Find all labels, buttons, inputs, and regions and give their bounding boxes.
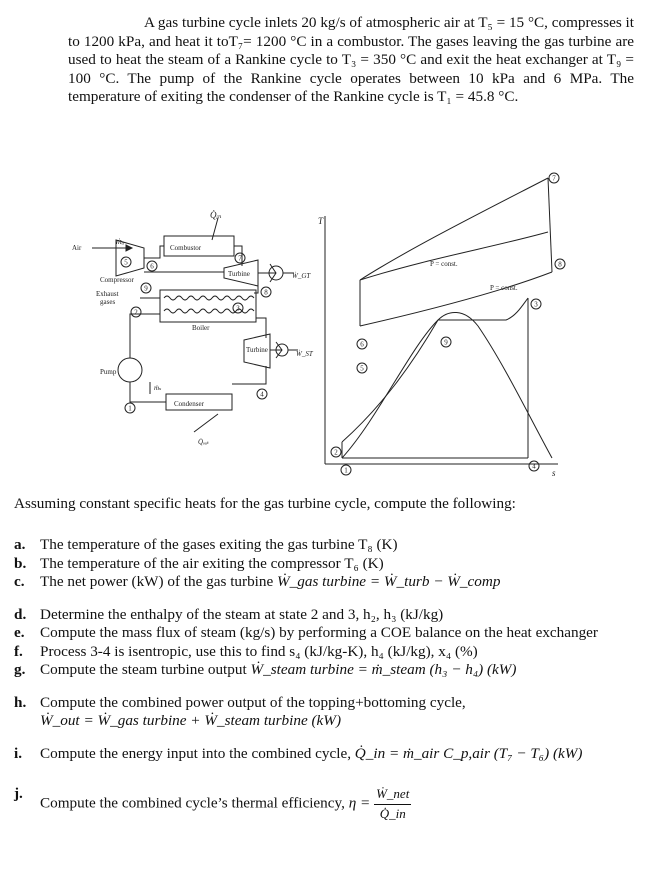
svg-text:6: 6: [150, 262, 154, 271]
svg-text:1: 1: [344, 466, 348, 475]
svg-text:Q̇ₒᵤₜ: Q̇ₒᵤₜ: [198, 438, 209, 446]
svg-text:4: 4: [532, 462, 536, 471]
question-e: e. Compute the mass flux of steam (kg/s) by performing a COE balance on the heat exchanger: [14, 624, 598, 641]
svg-text:8: 8: [264, 288, 268, 297]
svg-text:7: 7: [238, 254, 242, 263]
ts-state-markers: [331, 173, 565, 475]
question-f: f. Process 3-4 is isentropic, use this to find s₄ (kJ/kg-K), h₄ (kJ/kg), x₄ (%): [14, 642, 478, 660]
gas-process-7-8: [548, 178, 552, 272]
ts-labels: [318, 216, 556, 478]
efficiency-fraction: $\frac{\text{Ẇ\_net}}{Q̇\_in}$: [376, 786, 410, 821]
question-i: i. Compute the energy input into the combined cycle, Q̇_in = ṁ_air C_p,air (T₇ − T₆) (kW): [14, 744, 583, 762]
svg-text:Pump: Pump: [100, 368, 117, 376]
svg-text:6: 6: [360, 340, 364, 349]
svg-text:s: s: [552, 468, 556, 478]
svg-text:P = const.: P = const.: [430, 260, 458, 268]
vapor-dome: [342, 312, 552, 458]
pump-shape: [118, 358, 142, 382]
svg-text:Ẇ_ST: Ẇ_ST: [296, 350, 313, 358]
q-in-arrow: [212, 218, 218, 240]
svg-text:3: 3: [534, 300, 538, 309]
svg-text:Air: Air: [72, 244, 82, 252]
svg-text:5: 5: [124, 258, 128, 267]
svg-text:5: 5: [360, 364, 364, 373]
svg-text:P = const.: P = const.: [490, 284, 518, 292]
question-g: g. Compute the steam turbine output Ẇ_steam turbine = ṁ_steam (h₃ − h₄) (kW): [14, 661, 517, 678]
svg-text:Ẇ_GT: Ẇ_GT: [292, 272, 311, 280]
gas-exhaust-8-9: [360, 272, 552, 326]
svg-text:Q̇ᵢₙ: Q̇ᵢₙ: [210, 210, 222, 220]
question-c: c. The net power (kW) of the gas turbine Ẇ_gas turbine = Ẇ_turb − Ẇ_comp: [14, 573, 501, 590]
svg-text:ṁₛ: ṁₛ: [154, 384, 162, 392]
question-h: h. Compute the combined power output of the topping+bottoming cycle, Ẇ_out = Ẇ_gas turbine + Ẇ_steam turbine (kW): [14, 693, 466, 729]
question-list: [14, 536, 634, 823]
question-d: d. Determine the enthalpy of the steam at state 2 and 3, h₂, h₃ (kJ/kg): [14, 605, 444, 623]
svg-text:2: 2: [334, 448, 338, 457]
question-b: b. The temperature of the air exiting the compressor T₆ (K): [14, 554, 384, 572]
svg-text:Combustor: Combustor: [170, 244, 202, 252]
assumption-text: Assuming constant specific heats for the gas turbine cycle, compute the following:: [14, 495, 516, 512]
svg-text:ṁₐ: ṁₐ: [116, 237, 125, 246]
svg-text:9: 9: [444, 338, 448, 347]
boiler-box: [160, 290, 256, 322]
svg-text:Exhaust: Exhaust: [96, 290, 119, 298]
schematic-labels: [72, 210, 314, 446]
svg-text:2: 2: [134, 308, 138, 317]
boiler-coil-top: [164, 296, 254, 300]
question-j: j. Compute the combined cycle’s thermal efficiency, η = $\frac{\text{Ẇ\_net}}{Q̇\_in}$: [14, 785, 634, 823]
figures: [60, 168, 580, 484]
q-out-arrow: [194, 414, 218, 432]
svg-text:1: 1: [128, 404, 132, 413]
svg-text:Turbine: Turbine: [246, 346, 268, 354]
svg-text:3: 3: [236, 304, 240, 313]
svg-text:gases: gases: [100, 298, 116, 306]
ts-diagram: [325, 178, 558, 464]
svg-text:Condenser: Condenser: [174, 400, 204, 408]
svg-text:7: 7: [552, 174, 556, 183]
svg-text:Boiler: Boiler: [192, 324, 210, 332]
svg-text:9: 9: [144, 284, 148, 293]
problem-statement: A gas turbine cycle inlets 20 kg/s of atmospheric air at T₅ = 15 °C, compresses it to 1200 kPa, and heat it toT₇= 1200 °C in a combustor. The gases leaving the gas turbine are used to heat the steam of a Rankine cycle to T₃ = 350 °C and exit the heat exchanger at T₉ = 100 °C. The pump of the Rankine cycle operates between 10 kPa and 6 MPa. The temperature of exiting the condenser of the Rankine cycle is T₁ = 45.8 °C.: [68, 14, 634, 106]
svg-text:4: 4: [260, 390, 264, 399]
svg-text:Turbine: Turbine: [228, 270, 250, 278]
svg-text:Compressor: Compressor: [100, 276, 134, 284]
question-a: a. The temperature of the gases exiting the gas turbine T₈ (K): [14, 536, 398, 553]
svg-text:8: 8: [558, 260, 562, 269]
svg-text:T: T: [318, 216, 324, 226]
